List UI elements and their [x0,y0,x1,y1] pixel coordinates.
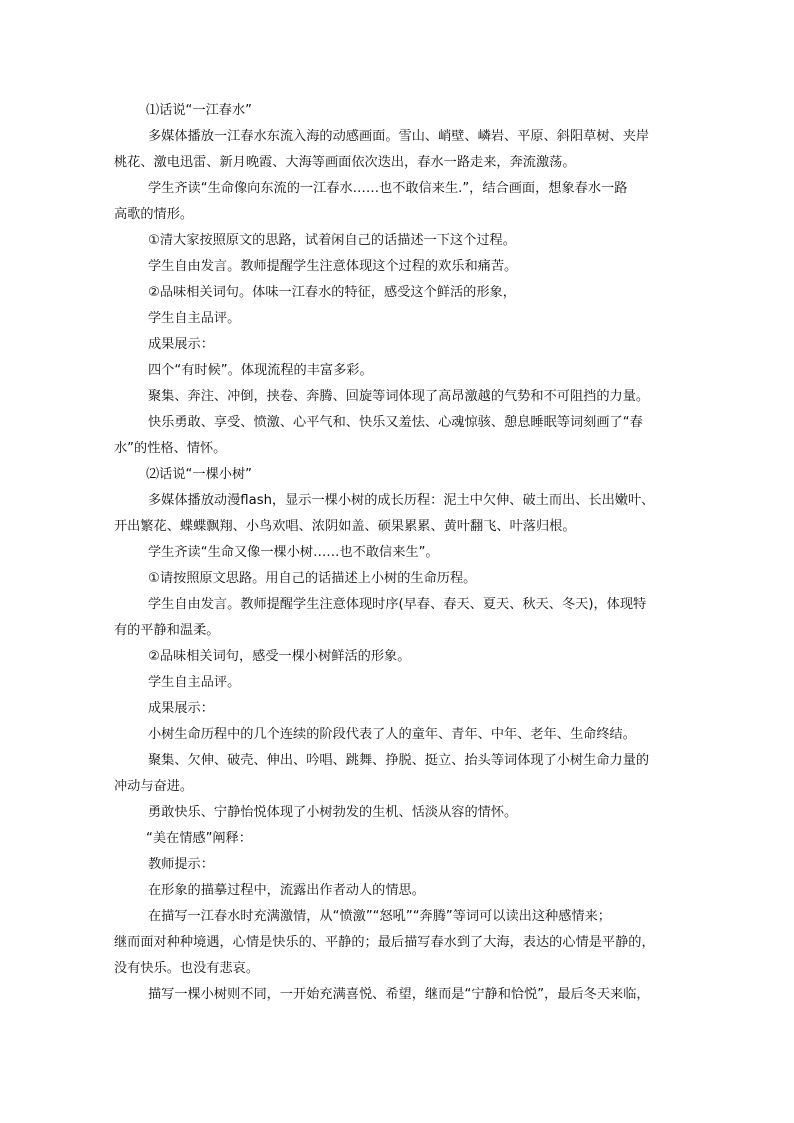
paragraph-line: 学生齐读“生命又像一棵小树……也不敢信来生”。 [148,545,439,560]
paragraph-line: ①清大家按照原文的思路，试着闲自己的话描述一下这个过程。 [148,233,516,248]
paragraph-line: ②品味相关词句。体味一江春水的特征，感受这个鲜活的形象， [148,285,516,300]
section-heading-small-tree: ⑵话说“一棵小树” [146,467,252,482]
paragraph-line: 学生自由发言。教师提醒学生注意体现这个过程的欢乐和痛苦。 [148,259,518,274]
paragraph-line: 开出繁花、蝶蝶飘翔、小鸟欢唱、浓阴如盖、硕果累累、黄叶翻飞、叶落归根。 [114,519,576,534]
paragraph-line: 多媒体播放一江春水东流入海的动感画面。雪山、峭壁、嶙岩、平原、斜阳草树、夹岸 [148,129,650,144]
paragraph-line: ②品味相关词句，感受一棵小树鲜活的形象。 [148,649,411,664]
paragraph-line: 成果展示： [148,701,214,716]
section-heading-spring-water: ⑴话说“一江春水” [146,103,252,118]
paragraph-line: 学生自由发言。教师提醒学生注意体现时序(早春、春天、夏天、秋天、冬天)，体现特 [148,597,647,612]
document-body [114,98,694,1008]
paragraph-line: 没有快乐。也没有悲哀。 [114,961,260,976]
paragraph-line: 多媒体播放动漫flash，显示一棵小树的成长历程：泥土中欠伸、破土而出、长出嫩叶、 [148,493,655,508]
paragraph-line: 继而面对种种境遇，心情是快乐的、平静的；最后描写春水到了大海，表达的心情是平静的， [114,935,655,950]
paragraph-line: 在描写一江春水时充满激情，从“愤激”“怒吼”“奔腾”等词可以读出这种感情来； [148,909,611,924]
paragraph-line: ①请按照原文思路。用自己的话描述上小树的生命历程。 [148,571,477,586]
paragraph-line: 成果展示： [148,337,214,352]
paragraph-line: 聚集、欠伸、破壳、伸出、吟唱、跳舞、挣脱、挺立、抬头等词体现了小树生命力量的 [148,753,650,768]
paragraph-line: 桃花、激电迅雷、新月晚霞、大海等画面依次迭出，春水一路走来，奔流激荡。 [114,155,576,170]
paragraph-line: 学生齐读“生命像向东流的一江春水……也不敢信来生.”，结合画面，想象春水一路 [148,181,628,196]
paragraph-line: 描写一棵小树则不同，一开始充满喜悦、希望，继而是“宁静和恰悦”，最后冬天来临， [148,987,650,1002]
paragraph-line: 快乐勇敢、享受、愤激、心平气和、快乐又羞怯、心魂惊骇、憩息睡眠等词刻画了“春 [148,415,643,430]
paragraph-line: 有的平静和温柔。 [114,623,220,638]
paragraph-line: 教师提示： [148,857,214,872]
paragraph-line: 在形象的描摹过程中，流露出作者动人的情思。 [148,883,425,898]
paragraph-line: 学生自主品评。 [148,675,241,690]
paragraph-line: 勇敢快乐、宁静怡悦体现了小树勃发的生机、恬淡从容的情怀。 [148,805,518,820]
paragraph-line: 小树生命历程中的几个连续的阶段代表了人的童年、青年、中年、老年、生命终结。 [148,727,636,742]
paragraph-line: 水”的性格、情怀。 [114,441,227,456]
paragraph-line: 高歌的情形。 [114,207,194,222]
section-heading-emotion: “美在情感”阐释： [146,831,252,846]
paragraph-line: 冲动与奋进。 [114,779,194,794]
paragraph-line: 学生自主品评。 [148,311,241,326]
paragraph-line: 聚集、奔注、冲倒，挟卷、奔腾、回旋等词体现了高昂激越的气势和不可阻挡的力量。 [148,389,650,404]
paragraph-line: 四个“有时候”。体现流程的丰富多彩。 [148,363,373,378]
